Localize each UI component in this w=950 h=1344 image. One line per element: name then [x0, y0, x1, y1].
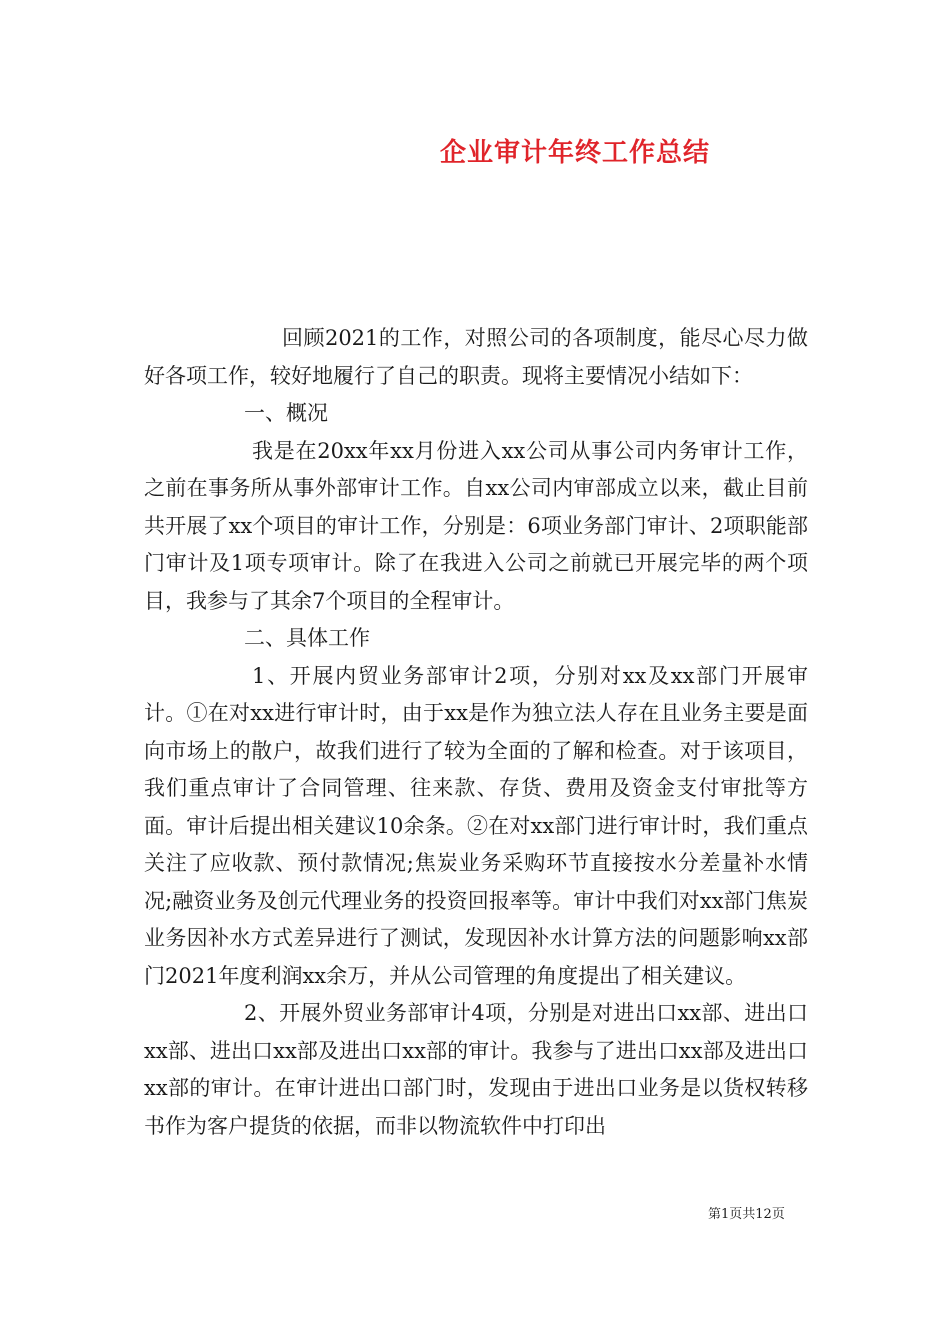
- paragraph-foreign-audit: 2、开展外贸业务部审计4项，分别是对进出口xx部、进出口xx部、进出口xx部及进出口xx部的审计。我参与了进出口xx部及进出口xx部的审计。在审计进出口部门时，发现由于进出口业务是以货权转移书作为客户提货的依据，而非以物流软件中打印出: [144, 1001, 808, 1138]
- paragraph-overview: 我是在20xx年xx月份进入xx公司从事公司内务审计工作，之前在事务所从事外部审计工作。自xx公司内审部成立以来，截止目前共开展了xx个项目的审计工作，分别是：6项业务部门审计、2项职能部门审计及1项专项审计。除了在我进入公司之前就已开展完毕的两个项目，我参与了其余7个项目的全程审计。: [144, 438, 808, 613]
- heading-overview: 一、概况: [244, 401, 328, 425]
- page-number-footer: 第1页共12页: [708, 1207, 785, 1222]
- paragraph-domestic-audit: 1、开展内贸业务部审计2项，分别对xx及xx部门开展审计。①在对xx进行审计时，由于xx是作为独立法人存在且业务主要是面向市场上的散户，故我们进行了较为全面的了解和检查。对于该项目，我们重点审计了合同管理、往来款、存货、费用及资金支付审批等方面。审计后提出相关建议10余条。②在对xx部门进行审计时，我们重点关注了应收款、预付款情况;焦炭业务采购环节直接按水分差量补水情况;融资业务及创元代理业务的投资回报率等。审计中我们对xx部门焦炭业务因补水方式差异进行了测试，发现因补水计算方法的问题影响xx部门2021年度利润xx余万，并从公司管理的角度提出了相关建议。: [144, 663, 808, 988]
- paragraph-intro: 回顾2021的工作，对照公司的各项制度，能尽心尽力做好各项工作，较好地履行了自己的职责。现将主要情况小结如下：: [144, 326, 808, 388]
- heading-specific-work: 二、具体工作: [244, 626, 370, 650]
- document-body: [144, 320, 808, 1145]
- document-title: 企业审计年终工作总结: [439, 138, 710, 168]
